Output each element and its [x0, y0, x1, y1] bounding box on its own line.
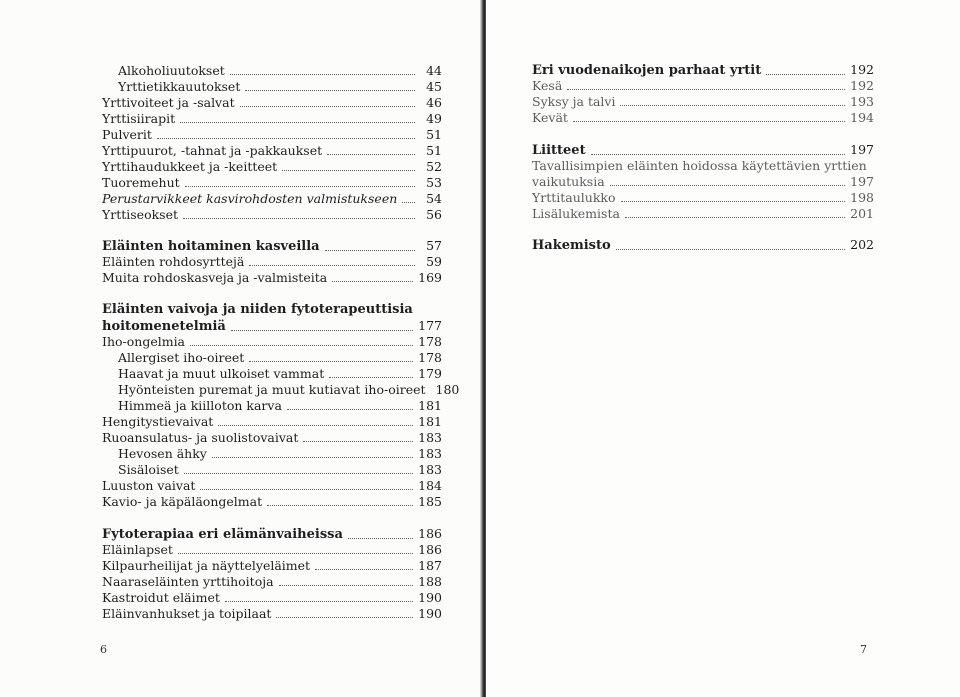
dot-leader	[610, 185, 845, 186]
toc-entry-page: 192	[850, 78, 874, 93]
toc-entry-page: 201	[850, 206, 874, 221]
dot-leader	[240, 106, 415, 107]
toc-entry-title: Yrttihaudukkeet ja -keitteet	[102, 159, 278, 174]
dot-leader	[249, 361, 413, 362]
dot-leader	[230, 74, 415, 75]
dot-leader	[620, 105, 845, 106]
toc-entry-title: vaikutuksia	[532, 174, 605, 189]
toc-entry-title: Yrttiseokset	[102, 207, 179, 222]
dot-leader	[567, 89, 845, 90]
toc-entry-page: 193	[850, 94, 874, 109]
dot-leader	[225, 601, 413, 602]
toc-heading-title: Eri vuodenaikojen parhaat yrtit	[532, 63, 762, 78]
toc-entry-title: Muita rohdoskasveja ja -valmisteita	[102, 270, 328, 285]
toc-entry-page: 198	[850, 190, 874, 205]
toc-entry	[102, 175, 442, 191]
toc-entry	[102, 143, 442, 159]
page-number-left: 6	[100, 643, 107, 656]
dot-leader	[625, 217, 845, 218]
toc-entry	[102, 334, 442, 350]
toc-entry-title: Yrttipuurot, -tahnat ja -pakkaukset	[102, 143, 323, 158]
dot-leader	[184, 473, 413, 474]
dot-leader	[231, 330, 413, 331]
dot-leader	[591, 154, 846, 155]
dot-leader	[245, 90, 415, 91]
toc-entry	[118, 366, 442, 382]
toc-entry-title: Kilpaurheilijat ja näyttelyeläimet	[102, 558, 311, 573]
toc-entry-title: Allergiset iho-oireet	[118, 350, 245, 365]
toc-entry-title: Eläinten rohdosyrttejä	[102, 254, 245, 269]
toc-entry-title: Alkoholiuutokset	[118, 63, 225, 78]
toc-entry-title: Ruoansulatus- ja suolistovaivat	[102, 430, 299, 445]
toc-entry	[102, 127, 442, 143]
toc-entry-page: 44	[426, 63, 442, 78]
toc-entry-title: Kavio- ja käpäläongelmat	[102, 494, 263, 509]
toc-entry-page: 181	[418, 398, 442, 413]
dot-leader	[249, 265, 415, 266]
toc-heading-page: 177	[418, 318, 442, 333]
toc-entry	[102, 478, 442, 494]
dot-leader	[616, 249, 845, 250]
toc-heading-title: hoitomenetelmiä	[102, 319, 226, 334]
toc-entry-page: 56	[426, 207, 442, 222]
toc-entry-page: 180	[435, 382, 460, 397]
dot-leader	[212, 457, 413, 458]
dot-leader	[766, 74, 845, 75]
toc-entry-page: 188	[418, 574, 442, 589]
toc-entry	[532, 78, 874, 94]
dot-leader	[178, 553, 413, 554]
toc-heading-title: Fytoterapiaa eri elämänvaiheissa	[102, 527, 343, 542]
toc-entry-page: 46	[426, 95, 442, 110]
toc-entry-page: 51	[426, 127, 442, 142]
toc-entry-title: Hengitystievaivat	[102, 414, 214, 429]
toc-entry-page: 184	[418, 478, 442, 493]
toc-entry-title: Yrttisiirapit	[102, 111, 176, 126]
toc-heading-title: Liitteet	[532, 143, 586, 158]
toc-entry-title: Kastroidut eläimet	[102, 590, 220, 605]
toc-entry-line1	[532, 158, 874, 174]
dot-leader	[287, 409, 413, 410]
toc-entry-page: 183	[418, 430, 442, 445]
toc-entry	[102, 95, 442, 111]
toc-entry	[102, 590, 442, 606]
dot-leader	[267, 505, 413, 506]
right-page	[486, 0, 960, 697]
toc-heading-page: 197	[850, 142, 874, 157]
toc-heading-page: 186	[418, 526, 442, 541]
dot-leader	[190, 345, 413, 346]
toc-entry	[118, 398, 442, 414]
toc-entry-title: Lisälukemista	[532, 206, 620, 221]
toc-entry	[102, 159, 442, 175]
toc-entry-page: 190	[418, 590, 442, 605]
page-number-right: 7	[860, 643, 867, 656]
toc-entry-title: Luuston vaivat	[102, 478, 196, 493]
dot-leader	[621, 201, 846, 202]
toc-entry-title: Kesä	[532, 78, 563, 93]
toc-entry	[102, 606, 442, 622]
dot-leader	[332, 281, 413, 282]
toc-entry-page: 185	[418, 494, 442, 509]
toc-entry-title: Sisäloiset	[118, 462, 179, 477]
toc-entry-page: 54	[426, 191, 442, 206]
toc-section-heading-cont	[102, 318, 442, 335]
toc-entry-title: Hevosen ähky	[118, 446, 207, 461]
toc-entry	[118, 382, 460, 398]
dot-leader	[325, 250, 415, 251]
dot-leader	[200, 489, 413, 490]
toc-entry-title: Tuoremehut	[102, 175, 180, 190]
toc-entry	[102, 111, 442, 127]
toc-entry	[532, 174, 874, 190]
toc-heading-page: 57	[426, 238, 442, 253]
toc-entry	[118, 63, 442, 79]
toc-entry-title: Yrttitaulukko	[532, 190, 616, 205]
dot-leader	[329, 377, 413, 378]
toc-entry-title: Perustarvikkeet kasvirohdosten valmistukseen	[102, 191, 398, 206]
toc-entry	[102, 254, 442, 270]
toc-entry-title: Haavat ja muut ulkoiset vammat	[118, 366, 325, 381]
toc-entry-title: Yrttivoiteet ja -salvat	[102, 95, 235, 110]
toc-entry-page: 190	[418, 606, 442, 621]
toc-entry-page: 169	[418, 270, 442, 285]
dot-leader	[276, 617, 413, 618]
toc-entry	[102, 270, 442, 286]
toc-entry-title: Syksy ja talvi	[532, 94, 616, 109]
dot-leader	[303, 441, 413, 442]
toc-entry-page: 52	[426, 159, 442, 174]
dot-leader	[157, 138, 415, 139]
toc-entry-page: 45	[426, 79, 442, 94]
dot-leader	[279, 585, 414, 586]
toc-entry	[102, 430, 442, 446]
dot-leader	[185, 186, 415, 187]
toc-entry-page: 51	[426, 143, 442, 158]
toc-entry	[102, 542, 442, 558]
toc-entry	[532, 190, 874, 206]
toc-entry-page: 178	[418, 350, 442, 365]
toc-entry	[532, 206, 874, 222]
toc-entry	[102, 207, 442, 223]
toc-entry	[102, 494, 442, 510]
toc-section-heading	[102, 526, 442, 543]
dot-leader	[218, 425, 413, 426]
toc-entry	[102, 414, 442, 430]
dot-leader	[180, 122, 415, 123]
toc-entry-page: 53	[426, 175, 442, 190]
toc-heading-page: 192	[850, 62, 874, 77]
toc-entry	[532, 110, 874, 126]
toc-entry-title: Himmeä ja kiilloton karva	[118, 398, 282, 413]
toc-entry-page: 59	[426, 254, 442, 269]
toc-entry	[532, 94, 874, 110]
dot-leader	[282, 170, 415, 171]
toc-entry-page: 197	[850, 174, 874, 189]
toc-entry-title: Pulverit	[102, 127, 152, 142]
toc-entry-page: 181	[418, 414, 442, 429]
toc-entry-page: 194	[850, 110, 874, 125]
toc-entry	[118, 446, 442, 462]
toc-heading-title: Eläinten hoitaminen kasveilla	[102, 239, 320, 254]
toc-entry-title: Yrttietikkauutokset	[118, 79, 241, 94]
toc-heading-page: 202	[850, 237, 874, 252]
toc-entry	[118, 350, 442, 366]
toc-section-heading	[532, 62, 874, 79]
toc-entry-page: 179	[418, 366, 442, 381]
dot-leader	[573, 121, 845, 122]
toc-entry-title: Tavallisimpien eläinten hoidossa käytettävien yrttien	[532, 158, 867, 173]
toc-entry-page: 187	[418, 558, 442, 573]
toc-section-heading	[532, 142, 874, 159]
toc-entry	[102, 574, 442, 590]
toc-entry-title: Eläinvanhukset ja toipilaat	[102, 606, 272, 621]
toc-entry-title: Naaraseläinten yrttihoitoja	[102, 574, 274, 589]
toc-heading-title: Hakemisto	[532, 238, 611, 253]
toc-entry	[118, 79, 442, 95]
toc-entry-page: 186	[418, 542, 442, 557]
toc-entry-title: Iho-ongelmia	[102, 334, 186, 349]
dot-leader	[315, 569, 413, 570]
dot-leader	[327, 154, 415, 155]
toc-entry-title: Kevät	[532, 110, 568, 125]
toc-entry-page: 183	[418, 462, 442, 477]
toc-entry-page: 49	[426, 111, 442, 126]
toc-entry	[102, 191, 442, 207]
dot-leader	[183, 218, 415, 219]
toc-section-heading	[532, 237, 874, 254]
toc-entry	[118, 462, 442, 478]
toc-entry-page: 178	[418, 334, 442, 349]
toc-entry-title: Eläinlapset	[102, 542, 173, 557]
toc-section-heading: Eläinten vaivoja ja niiden fytoterapeuttisia	[102, 302, 413, 317]
toc-entry-page: 183	[418, 446, 442, 461]
toc-entry	[102, 558, 442, 574]
toc-entry-title: Hyönteisten puremat ja muut kutiavat iho-oireet	[118, 382, 426, 397]
toc-section-heading	[102, 238, 442, 255]
dot-leader	[402, 202, 415, 203]
dot-leader	[348, 538, 413, 539]
